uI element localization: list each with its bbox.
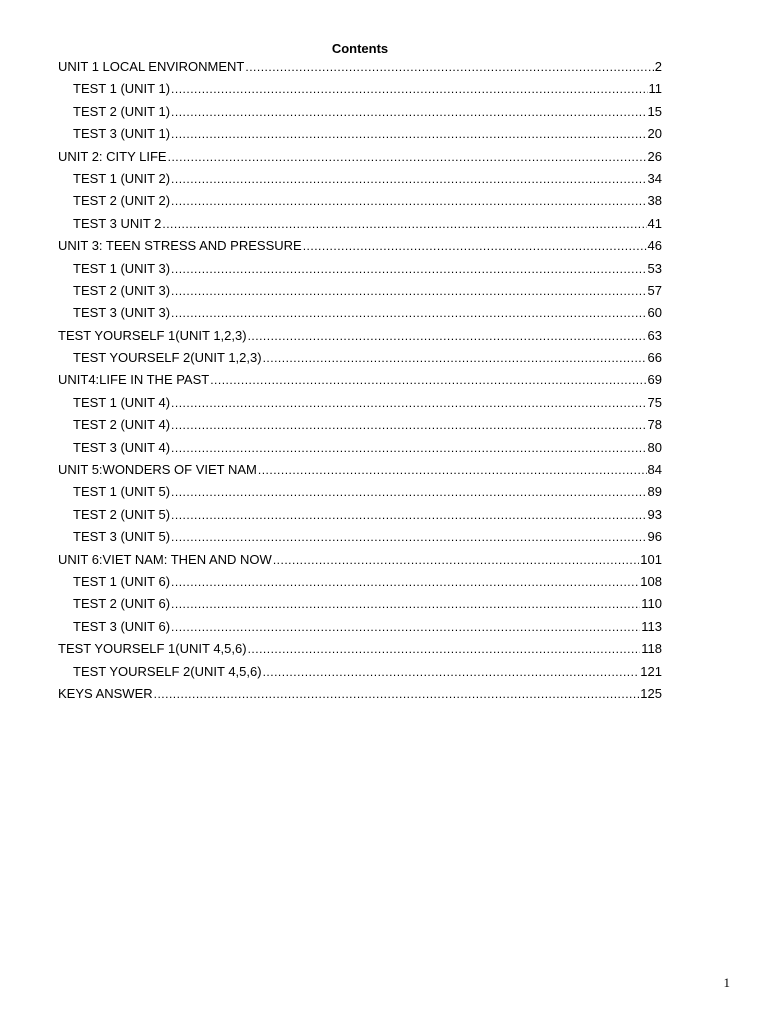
toc-entry-label: UNIT 3: TEEN STRESS AND PRESSURE bbox=[58, 238, 302, 254]
toc-dot-leader bbox=[171, 261, 646, 278]
toc-dot-leader bbox=[171, 283, 646, 300]
toc-entry-label: TEST 3 UNIT 2 bbox=[73, 215, 162, 231]
toc-entry-page: 96 bbox=[647, 529, 662, 545]
toc-entry-page: 53 bbox=[647, 260, 662, 276]
toc-entry[interactable] bbox=[58, 618, 662, 640]
toc-entry-page: 108 bbox=[640, 573, 662, 589]
toc-entry-label: TEST 1 (UNIT 3) bbox=[73, 260, 171, 276]
toc-entry-label: TEST 1 (UNIT 4) bbox=[73, 394, 171, 410]
page-number: 1 bbox=[723, 975, 730, 990]
toc-entry-page: 15 bbox=[647, 103, 662, 119]
toc-dot-leader bbox=[171, 529, 646, 546]
toc-entry[interactable] bbox=[58, 192, 662, 214]
toc-dot-leader bbox=[168, 149, 647, 166]
toc-entry-label: TEST 2 (UNIT 2) bbox=[73, 193, 171, 209]
toc-entry-label: TEST 3 (UNIT 4) bbox=[73, 439, 171, 455]
toc-entry[interactable] bbox=[58, 640, 662, 662]
toc-entry[interactable] bbox=[58, 483, 662, 505]
toc-dot-leader bbox=[303, 238, 647, 255]
toc-entry[interactable] bbox=[58, 595, 662, 617]
toc-entry-label: TEST YOURSELF 1(UNIT 4,5,6) bbox=[58, 641, 247, 657]
toc-entry[interactable] bbox=[58, 506, 662, 528]
toc-entry-label: TEST 3 (UNIT 3) bbox=[73, 305, 171, 321]
toc-dot-leader bbox=[171, 126, 646, 143]
toc-dot-leader bbox=[171, 305, 646, 322]
toc-entry-label: TEST 1 (UNIT 1) bbox=[73, 81, 171, 97]
toc-entry[interactable] bbox=[58, 237, 662, 259]
toc-entry-page: 60 bbox=[647, 305, 662, 321]
toc-entry-page: 80 bbox=[647, 439, 662, 455]
toc-entry-page: 75 bbox=[647, 394, 662, 410]
toc-entry[interactable] bbox=[58, 663, 662, 685]
toc-entry-page: 63 bbox=[647, 327, 662, 343]
toc-dot-leader bbox=[248, 328, 647, 345]
toc-entry[interactable] bbox=[58, 349, 662, 371]
toc-entry-page: 110 bbox=[641, 596, 662, 612]
toc-entry-page: 57 bbox=[647, 282, 662, 298]
toc-entry-label: TEST 2 (UNIT 1) bbox=[73, 103, 171, 119]
toc-entry-page: 69 bbox=[647, 372, 662, 388]
toc-dot-leader bbox=[248, 641, 641, 658]
toc-entry-label: TEST YOURSELF 2(UNIT 1,2,3) bbox=[73, 350, 262, 366]
toc-entry-label: TEST 2 (UNIT 5) bbox=[73, 506, 171, 522]
toc-dot-leader bbox=[171, 440, 646, 457]
toc-entry[interactable] bbox=[58, 148, 662, 170]
toc-entry-page: 34 bbox=[647, 170, 662, 186]
toc-entry-label: TEST 2 (UNIT 4) bbox=[73, 417, 171, 433]
toc-entry[interactable] bbox=[58, 551, 662, 573]
toc-entry-page: 125 bbox=[640, 685, 662, 701]
toc-dot-leader bbox=[171, 484, 646, 501]
toc-entry-page: 101 bbox=[640, 551, 662, 567]
toc-entry[interactable] bbox=[58, 685, 662, 707]
toc-entry-page: 113 bbox=[641, 618, 662, 634]
toc-entry-label: TEST 3 (UNIT 1) bbox=[73, 126, 171, 142]
toc-entry[interactable] bbox=[58, 371, 662, 393]
toc-dot-leader bbox=[171, 81, 647, 98]
toc-entry-label: TEST 3 (UNIT 6) bbox=[73, 618, 171, 634]
toc-dot-leader bbox=[210, 372, 646, 389]
toc-entry[interactable] bbox=[58, 260, 662, 282]
toc-entry[interactable] bbox=[58, 573, 662, 595]
toc-entry-label: TEST 1 (UNIT 5) bbox=[73, 484, 171, 500]
toc-entry-label: UNIT 1 LOCAL ENVIRONMENT bbox=[58, 59, 245, 74]
toc-entry[interactable] bbox=[58, 170, 662, 192]
toc-dot-leader bbox=[171, 193, 646, 210]
toc-entry-page: 26 bbox=[647, 148, 662, 164]
toc-entry-label: TEST 1 (UNIT 2) bbox=[73, 170, 171, 186]
toc-entry[interactable] bbox=[58, 125, 662, 147]
toc-entry[interactable] bbox=[58, 439, 662, 461]
toc-entry[interactable] bbox=[58, 58, 662, 80]
toc-dot-leader bbox=[171, 574, 639, 591]
toc-dot-leader bbox=[263, 664, 640, 681]
toc-entry-label: UNIT4:LIFE IN THE PAST bbox=[58, 372, 210, 388]
toc-entry-label: UNIT 5:WONDERS OF VIET NAM bbox=[58, 462, 257, 478]
toc-entry-page: 118 bbox=[641, 641, 662, 657]
toc-dot-leader bbox=[171, 507, 646, 524]
toc-entry-label: KEYS ANSWER bbox=[58, 685, 153, 701]
toc-entry-page: 78 bbox=[647, 417, 662, 433]
toc-entry-label: TEST YOURSELF 1(UNIT 1,2,3) bbox=[58, 327, 247, 343]
toc-entry-page: 121 bbox=[640, 663, 662, 679]
toc-dot-leader bbox=[171, 395, 646, 412]
page-title: Contents bbox=[331, 41, 389, 56]
toc-entry[interactable] bbox=[58, 461, 662, 483]
toc-entry-label: TEST 2 (UNIT 3) bbox=[73, 282, 171, 298]
toc-dot-leader bbox=[171, 619, 640, 636]
toc-dot-leader bbox=[154, 686, 640, 703]
table-of-contents bbox=[58, 58, 662, 707]
toc-entry-page: 2 bbox=[654, 59, 662, 74]
toc-entry-page: 93 bbox=[647, 506, 662, 522]
toc-entry[interactable] bbox=[58, 215, 662, 237]
toc-entry-label: UNIT 6:VIET NAM: THEN AND NOW bbox=[58, 551, 272, 567]
toc-dot-leader bbox=[171, 596, 640, 613]
toc-dot-leader bbox=[171, 104, 646, 121]
toc-entry-page: 38 bbox=[647, 193, 662, 209]
toc-entry[interactable] bbox=[58, 416, 662, 438]
toc-entry[interactable] bbox=[58, 394, 662, 416]
toc-dot-leader bbox=[162, 216, 646, 233]
toc-entry[interactable] bbox=[58, 282, 662, 304]
toc-entry[interactable] bbox=[58, 327, 662, 349]
toc-dot-leader bbox=[258, 462, 647, 479]
toc-entry[interactable] bbox=[58, 80, 662, 102]
toc-dot-leader bbox=[171, 417, 646, 434]
toc-entry[interactable] bbox=[58, 304, 662, 326]
toc-entry-page: 84 bbox=[647, 462, 662, 478]
toc-entry-page: 89 bbox=[647, 484, 662, 500]
toc-entry[interactable] bbox=[58, 103, 662, 125]
toc-entry-label: TEST 1 (UNIT 6) bbox=[73, 573, 171, 589]
toc-dot-leader bbox=[171, 171, 646, 188]
toc-entry-page: 20 bbox=[647, 126, 662, 142]
toc-dot-leader bbox=[263, 350, 647, 367]
toc-entry-page: 11 bbox=[648, 81, 662, 97]
toc-entry-label: TEST 2 (UNIT 6) bbox=[73, 596, 171, 612]
toc-entry[interactable] bbox=[58, 528, 662, 550]
toc-entry-label: TEST YOURSELF 2(UNIT 4,5,6) bbox=[73, 663, 262, 679]
toc-entry-label: TEST 3 (UNIT 5) bbox=[73, 529, 171, 545]
toc-entry-page: 41 bbox=[647, 215, 662, 231]
toc-entry-label: UNIT 2: CITY LIFE bbox=[58, 148, 167, 164]
toc-entry-page: 66 bbox=[647, 350, 662, 366]
toc-entry-page: 46 bbox=[647, 238, 662, 254]
toc-dot-leader bbox=[245, 59, 653, 76]
toc-dot-leader bbox=[273, 552, 639, 569]
